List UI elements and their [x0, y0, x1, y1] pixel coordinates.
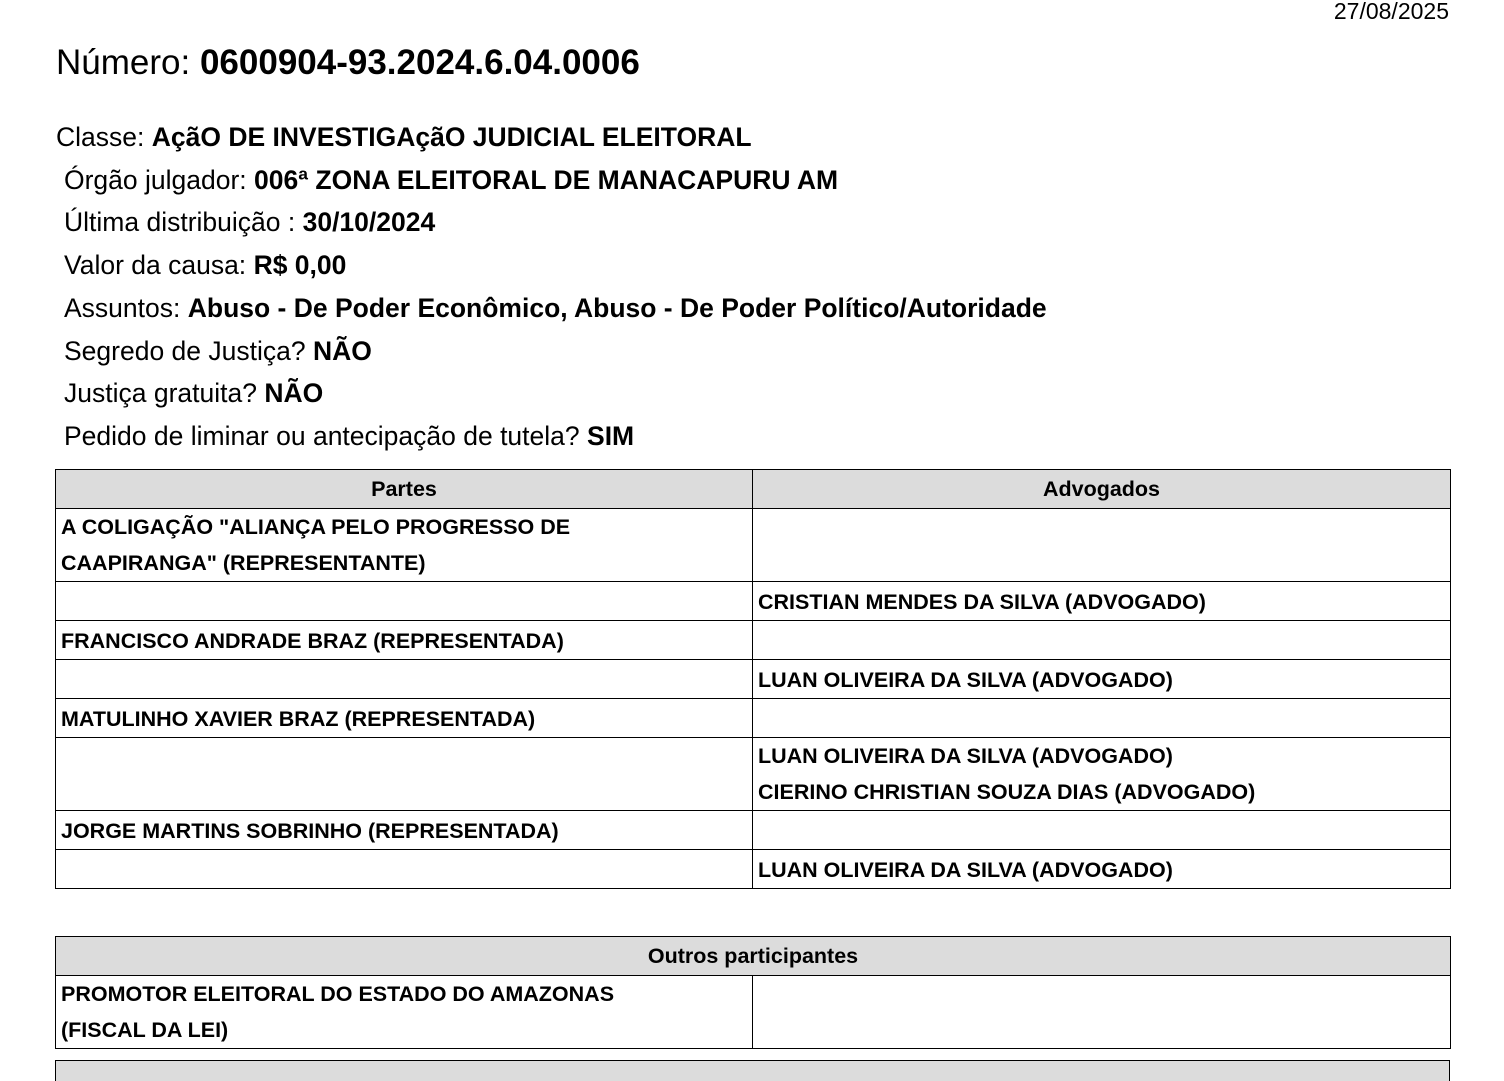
advogado-cell-line: LUAN OLIVEIRA DA SILVA (ADVOGADO) — [758, 858, 1173, 882]
advogado-cell-line: LUAN OLIVEIRA DA SILVA (ADVOGADO) — [758, 744, 1173, 768]
process-number-label: Número: — [56, 43, 191, 82]
parte-cell-line: JORGE MARTINS SOBRINHO (REPRESENTADA) — [61, 819, 559, 843]
advogado-cell — [753, 850, 1451, 889]
field-label: Segredo de Justiça? — [64, 335, 306, 366]
advogado-cell-line: LUAN OLIVEIRA DA SILVA (ADVOGADO) — [758, 668, 1173, 692]
field-classe — [56, 116, 1047, 159]
parte-cell — [56, 699, 753, 738]
partes-body — [56, 509, 1451, 889]
table-row — [56, 976, 1451, 1049]
participante-cell-line: PROMOTOR ELEITORAL DO ESTADO DO AMAZONAS — [61, 982, 615, 1006]
parte-cell — [56, 850, 753, 889]
parte-cell-line: MATULINHO XAVIER BRAZ (REPRESENTADA) — [61, 707, 536, 731]
field-value: AçãO DE INVESTIGAçãO JUDICIAL ELEITORAL — [151, 122, 752, 152]
participante-extra-cell — [753, 976, 1451, 1049]
table-header-row — [56, 470, 1451, 509]
field-label: Justiça gratuita? — [64, 378, 257, 409]
field-value: NÃO — [312, 335, 372, 366]
parte-cell — [56, 738, 753, 811]
outros-participantes-header: Outros participantes — [56, 937, 1451, 976]
field-valor-causa — [56, 244, 1047, 287]
field-label: Assuntos: — [64, 292, 181, 323]
table-row — [56, 738, 1451, 811]
field-label: Pedido de liminar ou antecipação de tutela? — [64, 420, 580, 451]
advogado-cell — [753, 699, 1451, 738]
table-row — [56, 509, 1451, 582]
process-fields — [56, 116, 1047, 458]
outros-participantes-table — [55, 936, 1451, 1049]
document-date: 27/08/2025 — [1333, 0, 1449, 24]
outros-body — [56, 976, 1451, 1049]
field-assuntos — [56, 287, 1047, 330]
table-row — [56, 582, 1451, 621]
field-label: Última distribuição : — [64, 207, 296, 238]
partes-header: Partes — [56, 470, 753, 509]
parte-cell — [56, 660, 753, 699]
parte-cell — [56, 582, 753, 621]
field-value: 006ª ZONA ELEITORAL DE MANACAPURU AM — [254, 164, 839, 195]
partes-table — [55, 469, 1451, 889]
advogado-cell — [753, 660, 1451, 699]
parte-cell-line: CAAPIRANGA" (REPRESENTANTE) — [61, 551, 426, 575]
parte-cell — [56, 621, 753, 660]
table-row — [56, 811, 1451, 850]
table-row — [56, 850, 1451, 889]
advogado-cell-line: CIERINO CHRISTIAN SOUZA DIAS (ADVOGADO) — [758, 780, 1256, 804]
field-ultima-distribuicao — [56, 201, 1047, 244]
field-label: Classe: — [56, 122, 145, 152]
table-header-row — [56, 937, 1451, 976]
field-value: SIM — [587, 420, 635, 451]
field-orgao-julgador — [56, 159, 1047, 202]
advogado-cell — [753, 738, 1451, 811]
advogados-header: Advogados — [753, 470, 1451, 509]
parte-cell-line: FRANCISCO ANDRADE BRAZ (REPRESENTADA) — [61, 629, 564, 653]
advogado-cell-line: CRISTIAN MENDES DA SILVA (ADVOGADO) — [758, 590, 1206, 614]
advogado-cell — [753, 509, 1451, 582]
parte-cell — [56, 509, 753, 582]
next-table-header — [55, 1060, 1450, 1081]
field-value: 30/10/2024 — [302, 207, 436, 238]
table-row — [56, 699, 1451, 738]
parte-cell — [56, 811, 753, 850]
field-justica-gratuita — [56, 372, 1047, 415]
process-number — [56, 42, 640, 84]
advogado-cell — [753, 582, 1451, 621]
table-row — [56, 660, 1451, 699]
field-label: Órgão julgador: — [64, 164, 247, 195]
field-value: NÃO — [264, 378, 324, 409]
table-row — [56, 621, 1451, 660]
participante-cell-line: (FISCAL DA LEI) — [61, 1018, 229, 1042]
advogado-cell — [753, 811, 1451, 850]
participante-cell — [56, 976, 753, 1049]
process-number-value: 0600904-93.2024.6.04.0006 — [199, 43, 640, 82]
field-label: Valor da causa: — [64, 250, 247, 281]
field-segredo-justica — [56, 330, 1047, 373]
parte-cell-line: A COLIGAÇÃO "ALIANÇA PELO PROGRESSO DE — [61, 515, 571, 539]
field-pedido-liminar — [56, 415, 1047, 458]
field-value: Abuso - De Poder Econômico, Abuso - De Poder Político/Autoridade — [187, 292, 1047, 323]
field-value: R$ 0,00 — [253, 250, 347, 281]
advogado-cell — [753, 621, 1451, 660]
